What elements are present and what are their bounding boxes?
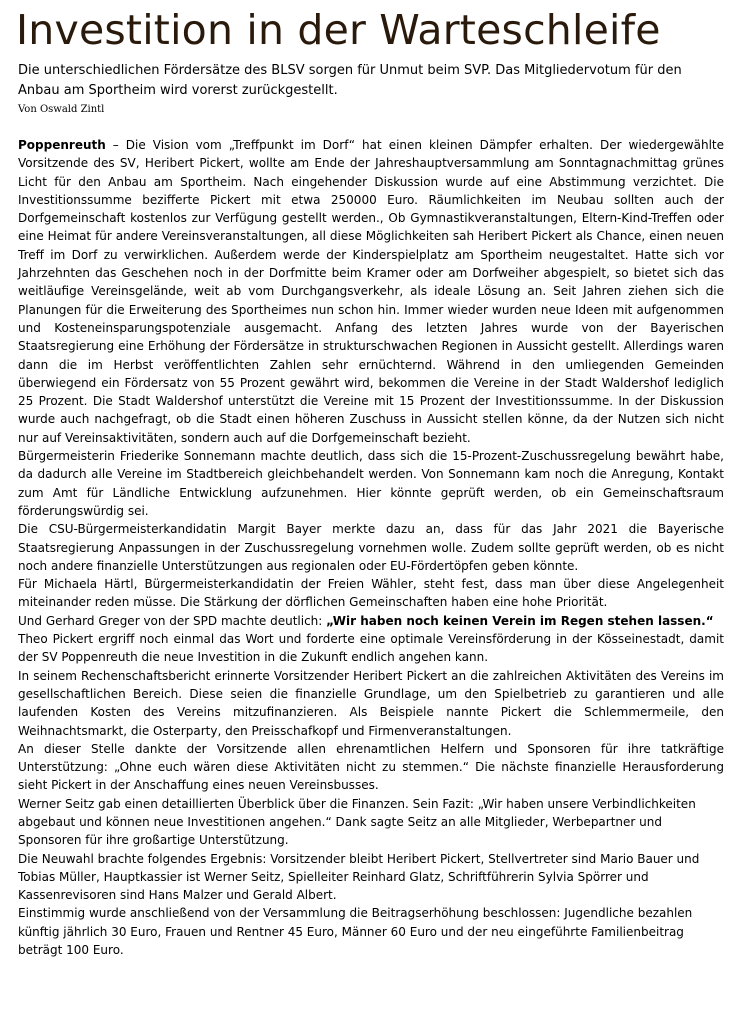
paragraph-10: Die Neuwahl brachte folgendes Ergebnis: Vorsitzender bleibt Heribert Pickert, Stellvertreter sind Mario Bauer und Tobias Müller, Hauptkassier ist Werner Seitz, Spielleiter Reinhard Glatz, Schriftführerin Sylvia Spörrer und Kassenrevisoren sind Hans Malzer und Gerald Albert. xyxy=(18,851,700,903)
paragraph-1-text: – Die Vision vom „Treffpunkt im Dorf“ hat einen kleinen Dämpfer erhalten. Der wiedergewählte Vorsitzende des SV, Heribert Pickert, wollte am Ende der Jahreshauptversammlung am Sonntagnachmittag grünes Licht für den Anbau am Sportheim. Nach eingehender Diskussion wurde auf eine Abstimmung verzichtet. Die Investitionssumme bezifferte Pickert mit etwa 250000 Euro. Räumlichkeiten im Neubau sollten auch der Dorfgemeinschaft kostenlos zur Verfügung gestellt werden., Ob Gymnastikveranstaltungen, Eltern-Kind-Treffen oder eine Heimat für andere Vereinsveranstaltungen, all diese Möglichkeiten sah Heribert Pickert als Chance, einen neuen Treff im Dorf zu verwirklichen. Außerdem werde der Kinderspielplatz am Sportheim neugestaltet. Hatte sich vor Jahrzehnten das Geschehen noch in der Dorfmitte beim Kramer oder am Dorfweiher abgespielt, so bietet sich das weitläufige Vereinsgelände, weit ab vom Durchgangsverkehr, als ideale Lösung an. Seit Jahren ziehen sich die Planungen für die Erweiterung des Sportheimes nun schon hin. Immer wieder wurden neue Ideen mit aufgenommen und Kosteneinsparungspotenziale ausgemacht. Anfang des letzten Jahres wurde von der Bayerischen Staatsregierung eine Erhöhung der Fördersätze in strukturschwachen Regionen in Aussicht gestellt. Allerdings waren dann die im Herbst veröffentlichten Zahlen sehr ernüchternd. Während in den umliegenden Gemeinden überwiegend ein Fördersatz von 55 Prozent gewährt wird, bekommen die Vereine in der Stadt Waldershof lediglich 25 Prozent. Die Stadt Waldershof unterstützt die Vereine mit 15 Prozent der Investitionssumme. In der Diskussion wurde auch nachgefragt, ob die Stadt einen höheren Zuschuss in Aussicht stellen könne, da der Nutzen sich nicht nur auf Vereinsaktivitäten, sondern auch auf die Dorfgemeinschaft bezieht. xyxy=(18,138,724,445)
paragraph-5 xyxy=(18,612,724,630)
paragraph-1 xyxy=(18,136,724,447)
article-headline: Investition in der Warteschleife xyxy=(16,6,661,54)
paragraph-9: Werner Seitz gab einen detaillierten Überblick über die Finanzen. Sein Fazit: „Wir haben unsere Verbindlichkeiten abgebaut und können neue Investitionen angehen.“ Dank sagte Seitz an alle Mitglieder, Werbepartner und Sponsoren für ihre großartige Unterstützung. xyxy=(18,796,696,848)
pull-quote: „Wir haben noch keinen Verein im Regen stehen lassen.“ xyxy=(326,613,714,628)
article-byline: Von Oswald Zintl xyxy=(18,104,105,115)
paragraph-8: An dieser Stelle dankte der Vorsitzende allen ehrenamtlichen Helfern und Sponsoren für ihre tatkräftige Unterstützung: „Ohne euch wären diese Aktivitäten nicht zu stemmen.“ Die nächste finanzielle Herausforderung sieht Pickert in der Anschaffung eines neuen Vereinsbusses. xyxy=(18,741,724,793)
paragraph-11: Einstimmig wurde anschließend von der Versammlung die Beitragserhöhung beschlossen: Jugendliche bezahlen künftig jährlich 30 Euro, Frauen und Rentner 45 Euro, Männer 60 Euro und der neu eingeführte Familienbeitrag beträgt 100 Euro. xyxy=(18,906,693,958)
dateline: Poppenreuth xyxy=(18,138,106,152)
paragraph-7: In seinem Rechenschaftsbericht erinnerte Vorsitzender Heribert Pickert an die zahlreichen Aktivitäten des Vereins im gesellschaftlichen Bereich. Diese seien die finanzielle Grundlage, um den Spielbetrieb zu garantieren und alle laufenden Kosten des Vereins mitzufinanzieren. Als Beispiele nannte Pickert die Schlemmermeile, den Weihnachtsmarkt, die Osterparty, den Preisschafkopf und Firmenveranstaltungen. xyxy=(18,668,724,738)
paragraph-2: Bürgermeisterin Friederike Sonnemann machte deutlich, dass sich die 15-Prozent-Zuschussregelung bewährt habe, da dadurch alle Vereine im Stadtbereich gleichbehandelt werden. Von Sonnemann kam noch die Anregung, Kontakt zum Amt für Ländliche Entwicklung aufzunehmen. Hier könnte geprüft werden, ob ein Gemeinschaftsraum förderungswürdig sei. xyxy=(18,449,724,518)
paragraph-5-text: Und Gerhard Greger von der SPD machte deutlich: xyxy=(18,613,327,628)
paragraph-3: Die CSU-Bürgermeisterkandidatin Margit Bayer merkte dazu an, dass für das Jahr 2021 die Bayerische Staatsregierung Anpassungen in der Zuschussregelung vornehmen wolle. Zudem sollte geprüft werden, ob es nicht noch andere finanzielle Unterstützungen aus regionalen oder EU-Fördertöpfen geben könnte. xyxy=(18,522,724,573)
paragraph-4: Für Michaela Härtl, Bürgermeisterkandidatin der Freien Wähler, steht fest, dass man über diese Angelegenheit miteinander reden müsse. Die Stärkung der dörflichen Gemeinschaften haben eine hohe Priorität. xyxy=(18,577,724,610)
article-body xyxy=(18,136,724,959)
paragraph-6: Theo Pickert ergriff noch einmal das Wort und forderte eine optimale Vereinsförderung in der Kösseinestadt, damit der SV Poppenreuth die neue Investition in die Zukunft endlich angehen kann. xyxy=(18,632,724,665)
article-lead: Die unterschiedlichen Fördersätze des BLSV sorgen für Unmut beim SVP. Das Mitgliedervotum für den Anbau am Sportheim wird vorerst zurückgestellt. xyxy=(18,63,682,98)
